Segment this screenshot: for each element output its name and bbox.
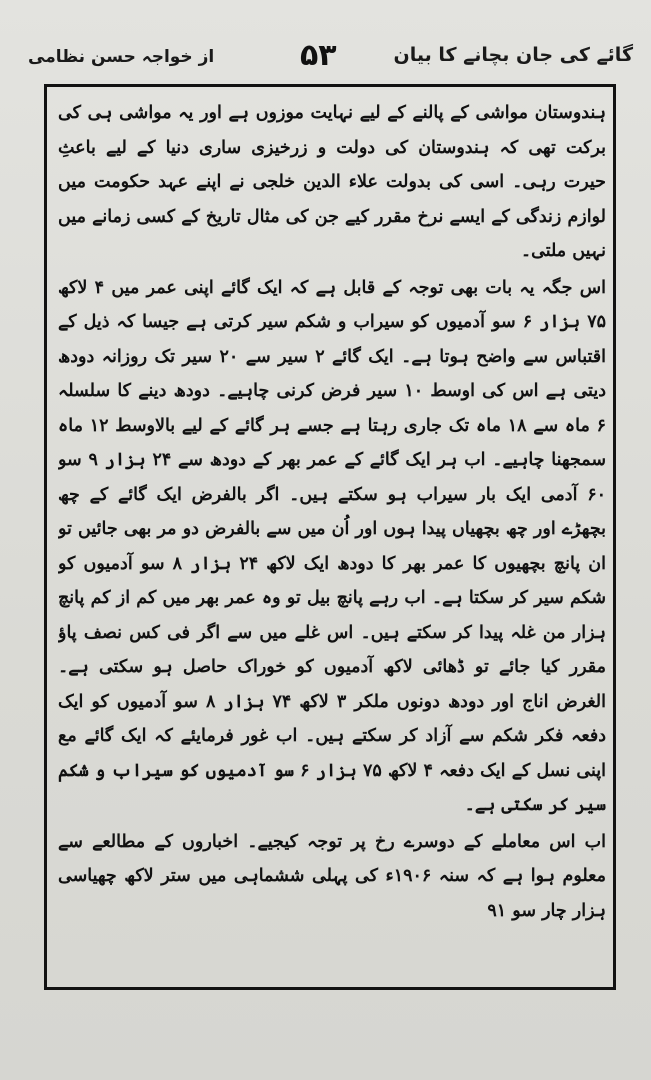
page-header: [0, 38, 651, 82]
running-title: گائے کی جان بچانے کا بیان: [393, 44, 633, 66]
paragraph: اس جگہ یہ بات بھی توجہ کے قابل ہے کہ ایک گائے اپنی عمر میں ۴ لاکھ ۷۵ ہزار ۶ سو آدمیوں کو سیراب و شکم سیر کرتی ہے جیسا کہ ذیل کے اقتباس سے واضح ہوتا ہے۔ ایک گائے ۲ سیر سے ۲۰ سیر تک روزانہ دودھ دیتی ہے اس کی اوسط ۱۰ سیر فرض کرنی چاہیے۔ دودھ دینے کا سلسلہ ۶ ماہ سے ۱۸ ماہ تک جاری رہتا ہے جسے ہر گائے کے لیے بالاوسط ۱۲ ماہ سمجھنا چاہیے۔ اب ہر ایک گائے کے عمر بھر کے دودھ سے ۲۴ ہزار ۹ سو ۶۰ آدمی ایک بار سیراب ہو سکتے ہیں۔ اگر بالفرض ایک گائے کے چھ بچھڑے اور چھ بچھیاں پیدا ہوں اور اُن میں سے بالفرض دو مر بھی جائیں تو ان پانچ بچھیوں کا عمر بھر کا دودھ ایک لاکھ ۲۴ ہزار ۸ سو آدمیوں کو شکم سیر کر سکتا ہے۔ اب رہے پانچ بیل تو وہ عمر بھر میں کم از کم پانچ ہزار من غلہ پیدا کر سکتے ہیں۔ اس غلے میں سے اگر فی کس نصف پاؤ مقرر کیا جائے تو ڈھائی لاکھ آدمیوں کو خوراک حاصل ہو سکتی ہے۔ الغرض اناج اور دودھ دونوں ملکر ۳ لاکھ ۷۴ ہزار ۸ سو آدمیوں کو ایک دفعہ فکر شکم سے آزاد کر سکتے ہیں۔ اب غور فرمایئے کہ ایک گائے مع اپنی نسل کے ایک دفعہ ۴ لاکھ ۷۵ ہزار ۶ سو آدمیوں کو سیراب و شکم سیر کر سکتی ہے۔: [58, 277, 606, 815]
author-credit: از خواجہ حسن نظامی: [28, 47, 215, 67]
page-number: ۵۳: [300, 38, 337, 73]
paragraph: اب اس معاملے کے دوسرے رخ پر توجہ کیجیے۔ اخباروں کے مطالعے سے معلوم ہوا ہے کہ سنہ ۱۹۰۶ء کی پہلی ششماہی میں ستر لاکھ چھیاسی ہزار چار سو ۹۱: [58, 831, 606, 921]
body-text: [58, 96, 606, 986]
paragraph: ہندوستان مواشی کے پالنے کے لیے نہایت موزوں ہے اور یہ مواشی ہی کی برکت تھی کہ ہندوستان کی دولت و زرخیزی ساری دنیا کے لیے باعثِ حیرت رہی۔ اسی کی بدولت علاء الدین خلجی نے اپنے عہد حکومت میں لوازم زندگی کے ایسے نرخ مقرر کیے جن کی مثال تاریخ کے کسی زمانے میں نہیں ملتی۔: [58, 103, 606, 261]
